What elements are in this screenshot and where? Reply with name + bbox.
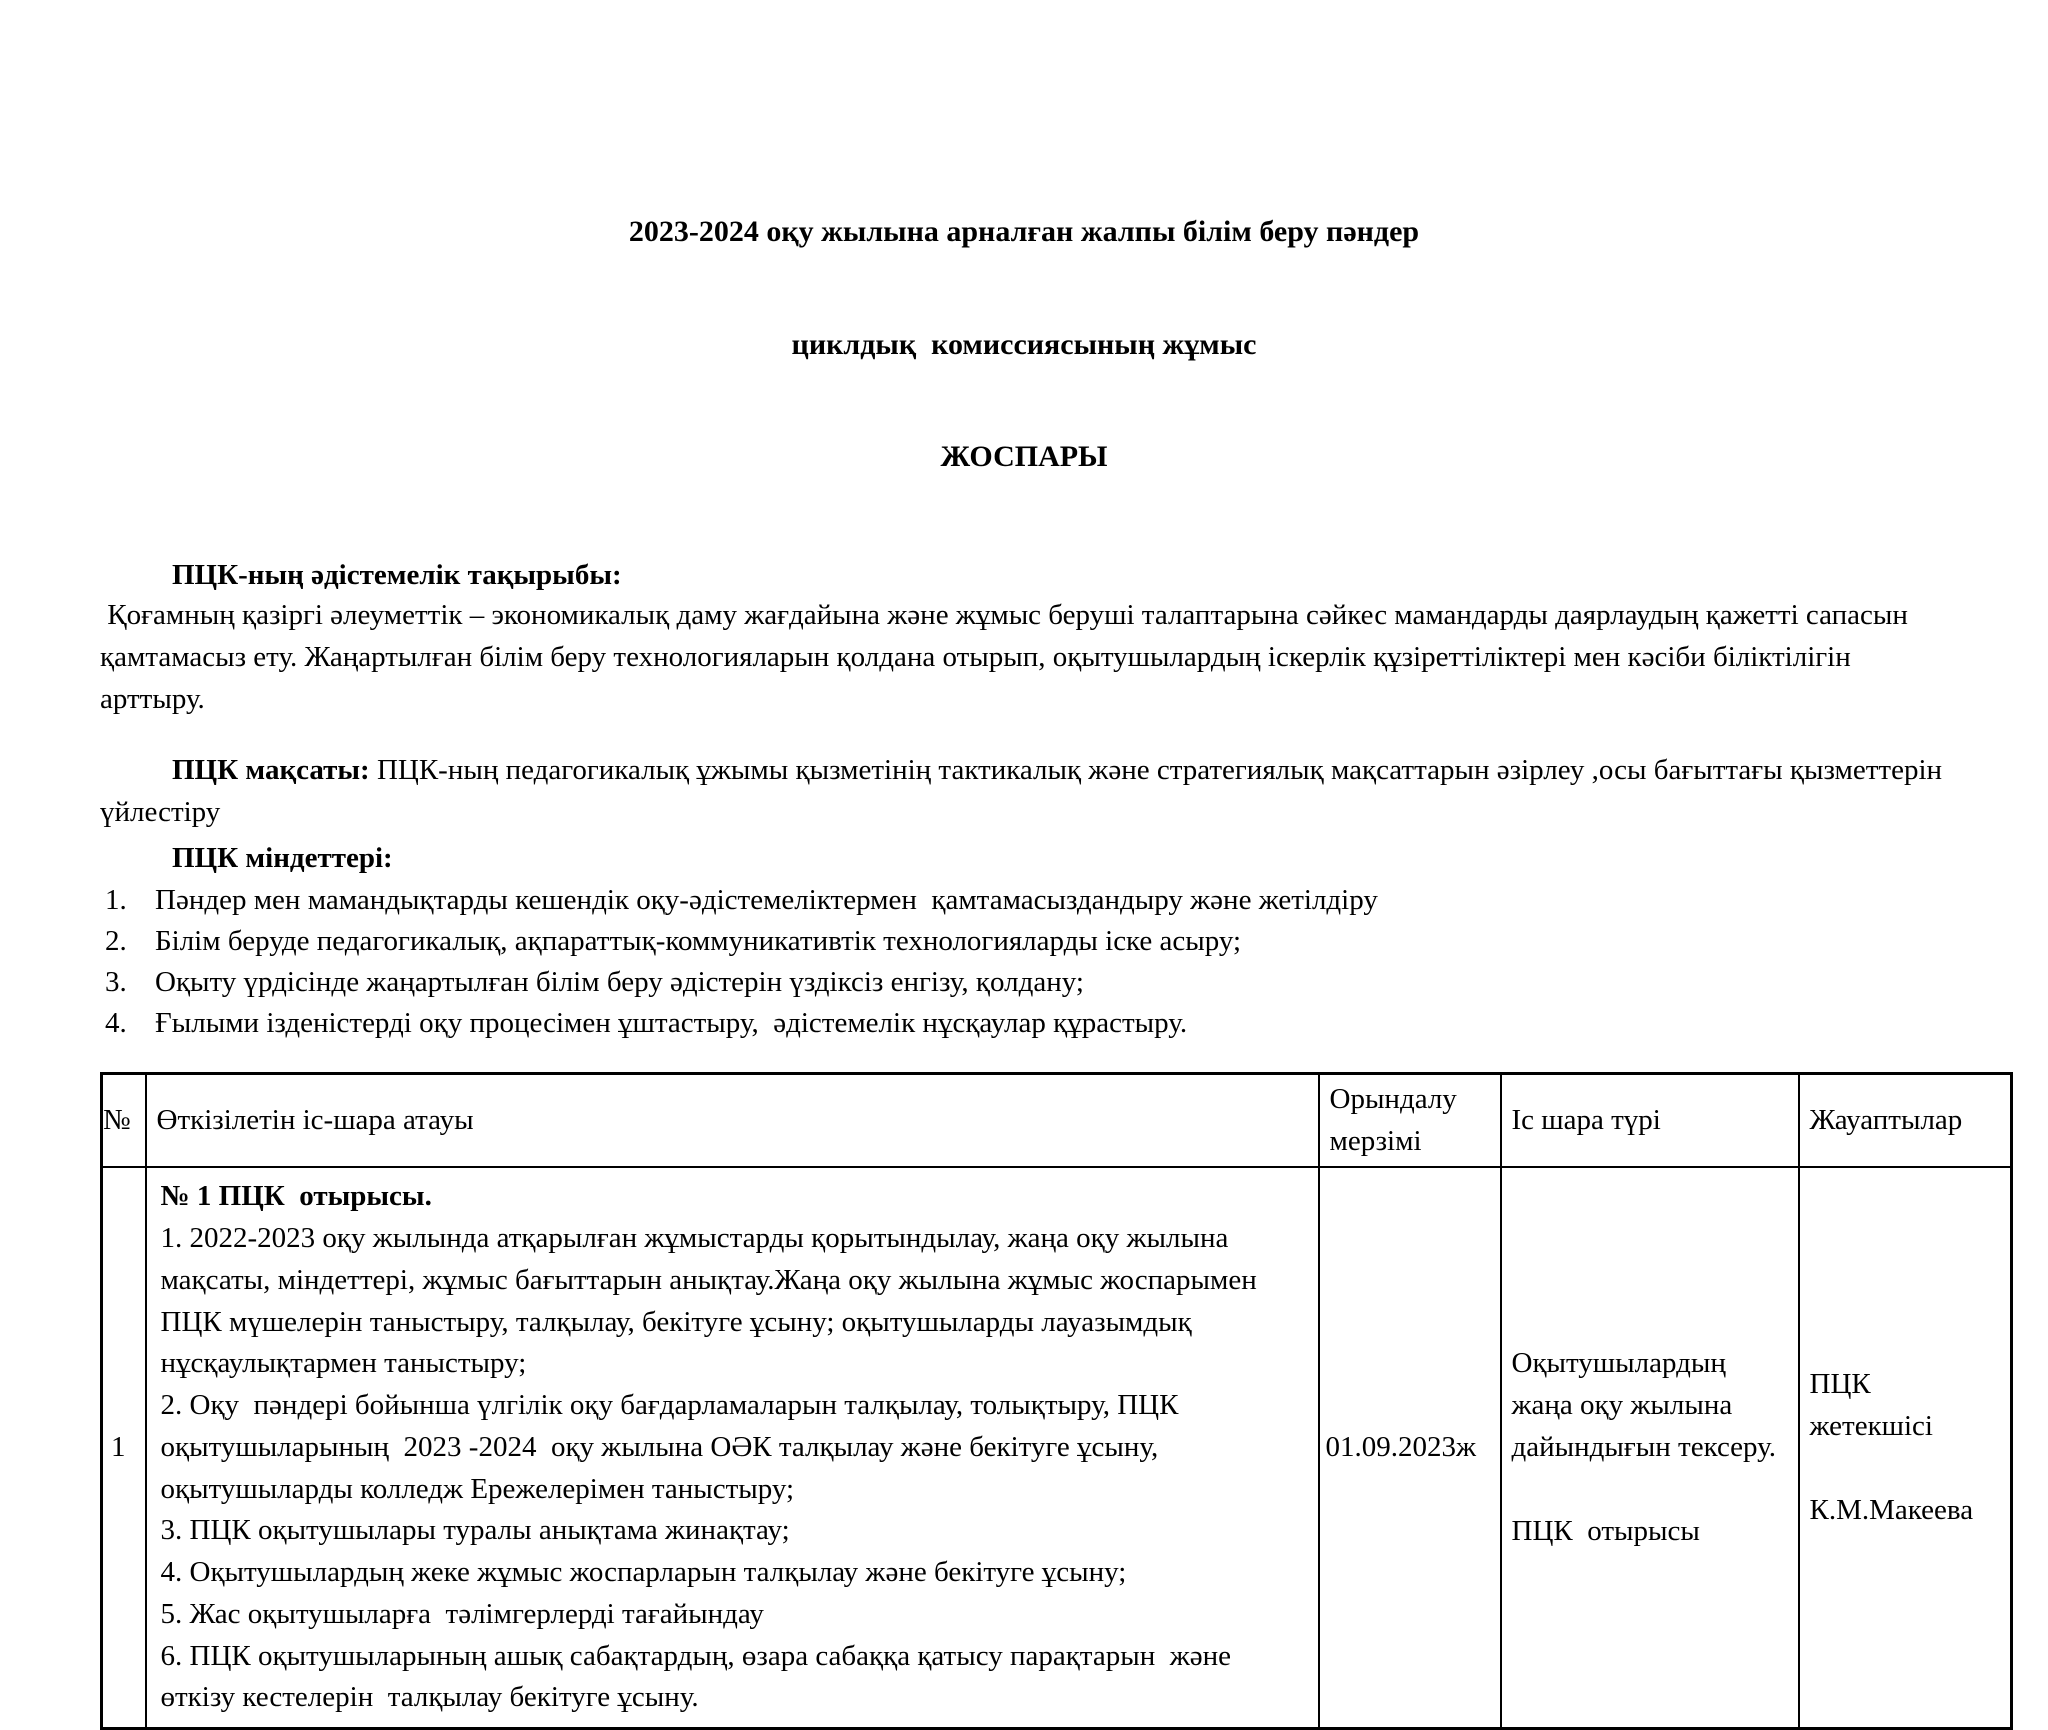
- task-item: [100, 1003, 1948, 1044]
- title-line-2: циклдық комиссиясының жұмыс: [791, 327, 1257, 361]
- activity-item: 6. ПЦК оқытушыларының ашық сабақтардың, өзара сабаққа қатысу парақтарын және өткізу кестелерін талқылау бекітуге ұсыну.: [160, 1639, 1239, 1714]
- row-date: 01.09.2023ж: [1319, 1167, 1501, 1728]
- task-text: Оқыту үрдісінде жаңартылған білім беру әдістерін үздіксіз енгізу, қолдану;: [155, 966, 1084, 999]
- task-text: Ғылыми ізденістерді оқу процесімен ұштастыру, әдістемелік нұсқаулар құрастыру.: [155, 1007, 1188, 1040]
- activity-item: 4. Оқытушылардың жеке жұмыс жоспарларын талқылау және бекітуге ұсыну;: [160, 1556, 1127, 1589]
- methodical-topic-text: Қоғамның қазіргі әлеуметтік – экономикалық даму жағдайына және жұмыс беруші талаптарына сәйкес мамандарды даярлаудың қажетті сапасын қамтамасыз ету. Жаңартылған білім беру технологияларын қолдана отырып, оқытушылардың іскерлік құзіреттіліктері мен кәсіби біліктілігін арттыру.: [100, 599, 1916, 715]
- task-item: [100, 921, 1948, 962]
- activity-item: 3. ПЦК оқытушылары туралы анықтама жинақтау;: [160, 1514, 790, 1547]
- document-title: [100, 138, 1948, 551]
- task-text: Білім беруде педагогикалық, ақпараттық-коммуникативтік технологияларды іске асыру;: [155, 925, 1242, 958]
- cell-spacer: [1512, 1469, 1788, 1511]
- row-responsible-cell: [1799, 1167, 2012, 1728]
- event-type-text: Оқытушылардың жаңа оқу жылына дайындығын тексеру.: [1511, 1347, 1777, 1463]
- tasks-list: [100, 880, 1948, 1044]
- task-text: Пәндер мен мамандықтарды кешендік оқу-әдістемеліктермен қамтамасыздандыру және жетілдіру: [155, 884, 1378, 917]
- event-type-text: ПЦК отырысы: [1511, 1514, 1700, 1547]
- task-item: [100, 880, 1948, 921]
- header-responsible: Жауаптылар: [1799, 1073, 2012, 1167]
- header-number: №: [102, 1073, 146, 1167]
- document-page: [100, 0, 1974, 1730]
- activity-item: 5. Жас оқытушыларға тәлімгерлерді тағайындау: [160, 1597, 764, 1630]
- goal-paragraph: [100, 750, 1948, 834]
- tasks-heading: ПЦК міндеттері:: [172, 841, 393, 874]
- row-event-type-cell: [1501, 1167, 1799, 1728]
- activity-item: 1. 2022-2023 оқу жылында атқарылған жұмыстарды қорытындылау, жаңа оқу жылына мақсаты, міндеттері, жұмыс бағыттарын анықтау.Жаңа оқу жылына жұмыс жоспарымен ПЦК мүшелерін таныстыру, талқылау, бекітуге ұсыну; оқытушыларды лауазымдық нұсқаулықтармен таныстыру;: [160, 1222, 1272, 1380]
- cell-spacer: [1810, 1448, 2001, 1490]
- title-line-3: ЖОСПАРЫ: [940, 440, 1108, 473]
- header-event-type: Іс шара түрі: [1501, 1073, 1799, 1167]
- plan-table: [100, 1072, 2013, 1730]
- methodical-topic-heading: ПЦК-ның әдістемелік тақырыбы:: [172, 558, 622, 591]
- activity-title: № 1 ПЦК отырысы.: [160, 1180, 432, 1213]
- goal-label: ПЦК мақсаты:: [172, 754, 370, 787]
- task-number: 1.: [105, 884, 127, 917]
- activity-item: 2. Оқу пәндері бойынша үлгілік оқу бағдарламаларын талқылау, толықтыру, ПЦК оқытушыларының 2023 -2024 оқу жылына ОӘК талқылау және бекітуге ұсыну, оқытушыларды колледж Ережелерімен таныстыру;: [160, 1389, 1186, 1505]
- task-number: 4.: [105, 1007, 127, 1040]
- row-number: 1: [102, 1167, 146, 1728]
- responsible-role: ПЦК жетекшісі: [1809, 1368, 1933, 1442]
- table-header-row: [102, 1073, 2012, 1167]
- task-number: 3.: [105, 966, 127, 999]
- table-row: [102, 1167, 2012, 1728]
- task-item: [100, 962, 1948, 1003]
- row-activity-cell: [146, 1167, 1319, 1728]
- responsible-name: К.М.Макеева: [1809, 1493, 1974, 1526]
- goal-text: ПЦК-ның педагогикалық ұжымы қызметінің тактикалық және стратегиялық мақсаттарын әзірлеу ,осы бағыттағы қызметтерін үйлестіру: [100, 754, 1950, 829]
- task-number: 2.: [105, 925, 127, 958]
- title-line-1: 2023-2024 оқу жылына арналған жалпы білім беру пәндер: [628, 215, 1420, 248]
- header-activity: Өткізілетін іс-шара атауы: [146, 1073, 1319, 1167]
- header-deadline: Орындалу мерзімі: [1319, 1073, 1501, 1167]
